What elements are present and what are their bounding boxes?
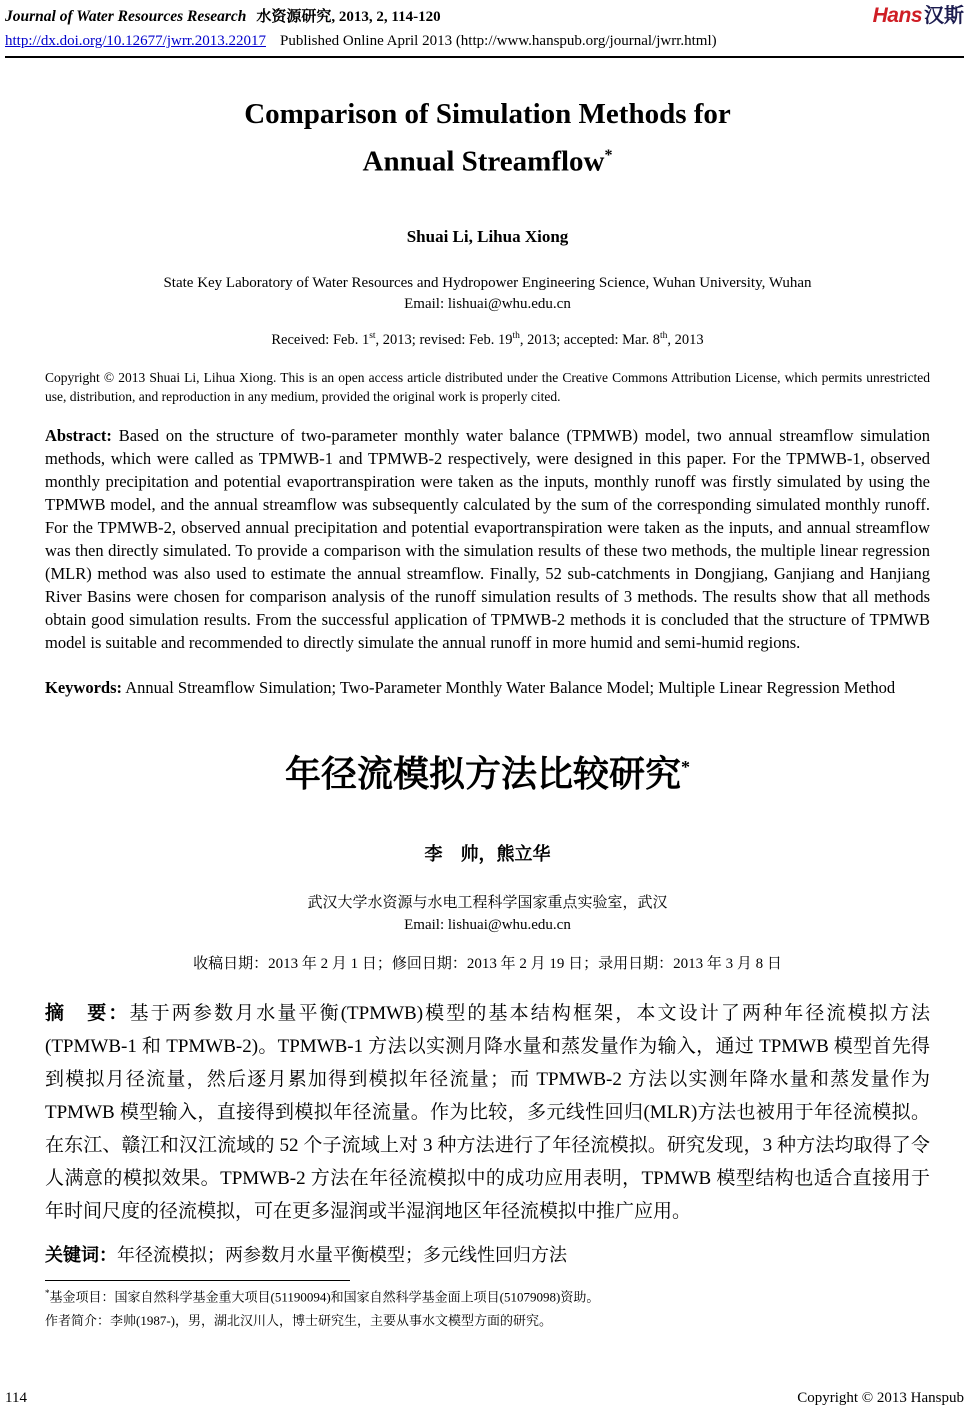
received-part-2: , 2013; accepted: Mar. 8 <box>519 331 660 348</box>
header-divider <box>5 56 964 58</box>
journal-title-line <box>5 5 441 26</box>
received-part-1: , 2013; revised: Feb. 19 <box>375 331 513 348</box>
article-title-chinese <box>45 745 930 796</box>
doi-link[interactable]: http://dx.doi.org/10.12677/jwrr.2013.22017 <box>5 33 266 49</box>
hans-logo-chinese-text: 汉斯 <box>924 5 964 27</box>
footnote-funding-text: 基金项目：国家自然科学基金重大项目(51190094)和国家自然科学基金面上项目(51079098)资助。 <box>49 1289 600 1305</box>
footnote-mark: * <box>45 1288 50 1299</box>
copyright-statement: Copyright © 2013 Shuai Li, Lihua Xiong. This is an open access article distributed under the Creative Commons Attribution License, which permits unrestricted use, distribution, and reproduction in any medium, provided the original work is properly cited. <box>45 370 930 405</box>
journal-title-chinese: 水资源研究, 2013, 2, 114-120 <box>256 9 441 25</box>
published-online-text: Published Online April 2013 (http://www.hanspub.org/journal/jwrr.html) <box>279 33 717 49</box>
abstract-label: Abstract: <box>45 426 112 446</box>
received-part-0: Received: Feb. 1 <box>271 331 370 348</box>
title-line2: Annual Streamflow <box>362 145 605 178</box>
abstract-chinese <box>45 997 930 1228</box>
article-content <box>45 94 930 1331</box>
email-english: Email: lishuai@whu.edu.cn <box>404 295 571 312</box>
received-sup-1: th <box>512 330 520 341</box>
title-line1: Comparison of Simulation Methods for <box>244 98 731 130</box>
cn-title-text: 年径流模拟方法比较研究 <box>284 754 681 795</box>
received-part-3: , 2013 <box>667 331 704 348</box>
authors-chinese: 李 帅，熊立华 <box>424 844 551 865</box>
received-sup-2: th <box>660 330 668 341</box>
keywords-english <box>45 676 930 699</box>
cn-keywords-text: 年径流模拟；两参数月水量平衡模型；多元线性回归方法 <box>117 1245 567 1266</box>
article-title-english <box>45 94 930 183</box>
abstract-english <box>45 424 930 654</box>
cn-abstract-label: 摘 要： <box>45 1003 130 1025</box>
email-chinese: Email: lishuai@whu.edu.cn <box>404 917 571 934</box>
keywords-label: Keywords: <box>45 678 122 698</box>
abstract-text: Based on the structure of two-parameter monthly water balance (TPMWB) model, two annual streamflow simulation methods, which were called as TPMWB-1 and TPMWB-2 respectively, were designed in this paper. For the TPMWB-1, observed monthly precipitation and potential evaportranspiration were taken as the inputs, monthly runoff was firstly simulated by using the TPMWB model, and the annual streamflow was subsequently calculated by the sum of the corresponding simulated monthly runoff. For the TPMWB-2, observed annual precipitation and potential evaportranspiration were taken as the inputs, and annual streamflow was then directly simulated. To provide a comparison with the simulation results of these two methods, the multiple linear regression (MLR) method was also used to estimate the annual streamflow. Finally, 52 sub-catchments in Dongjiang, Ganjiang and Hanjiang River Basins were chosen for comparison analysis of the runoff simulation results of 3 methods. The results show that all methods obtain good simulation results. From the successful application of TPMWB-2 methods it is concluded that the structure of TPMWB model is suitable and recommended to directly simulate the annual runoff in more humid and semi-humid regions. <box>45 426 930 653</box>
footnote-author-bio: 作者简介：李帅(1987-)，男，湖北汉川人，博士研究生，主要从事水文模型方面的研究。 <box>45 1312 552 1328</box>
affiliation-block-chinese <box>45 892 930 936</box>
affiliation-chinese: 武汉大学水资源与水电工程科学国家重点实验室，武汉 <box>307 895 668 912</box>
footnote-divider <box>45 1280 350 1281</box>
doi-line <box>5 33 964 50</box>
cn-title-footnote-mark: * <box>681 757 690 778</box>
affiliation-block-english <box>45 273 930 315</box>
received-sup-0: st <box>369 330 376 341</box>
keywords-chinese <box>45 1242 930 1268</box>
page-number: 114 <box>5 1390 27 1406</box>
affiliation-english: State Key Laboratory of Water Resources and Hydropower Engineering Science, Wuhan University, Wuhan <box>163 274 812 291</box>
footnote-block <box>45 1280 930 1330</box>
authors-english: Shuai Li, Lihua Xiong <box>406 226 569 246</box>
hans-logo-text: Hans <box>872 4 922 27</box>
received-dates-english <box>45 331 930 349</box>
hans-publisher-logo <box>873 5 964 29</box>
journal-header <box>0 0 970 58</box>
cn-abstract-text: 基于两参数月水量平衡(TPMWB)模型的基本结构框架，本文设计了两种年径流模拟方法(TPMWB-1 和 TPMWB-2)。TPMWB-1 方法以实测月降水量和蒸发量作为输入，通过 TPMWB 模型首先得到模拟月径流量，然后逐月累加得到模拟年径流量；而 TPMWB-2 方法以实测年降水量和蒸发量作为 TPMWB 模型输入，直接得到模拟年径流量。作为比较，多元线性回归(MLR)方法也被用于年径流模拟。在东江、赣江和汉江流域的 52 个子流域上对 3 种方法进行了年径流模拟。研究发现，3 种方法均取得了令人满意的模拟效果。TPMWB-2 方法在年径流模拟中的成功应用表明，TPMWB 模型结构也适合直接用于年时间尺度的径流模拟，可在更多湿润或半湿润地区年径流模拟中推广应用。 <box>45 1003 930 1223</box>
keywords-text: Annual Streamflow Simulation; Two-Parameter Monthly Water Balance Model; Multiple Linear Regression Method <box>125 678 896 698</box>
footer-copyright: Copyright © 2013 Hanspub <box>797 1390 964 1406</box>
title-footnote-mark: * <box>604 147 613 164</box>
cn-keywords-label: 关键词： <box>45 1245 117 1266</box>
page-footer <box>0 1390 970 1407</box>
footnote-funding <box>45 1283 930 1307</box>
submission-dates-chinese: 收稿日期：2013 年 2 月 1 日；修回日期：2013 年 2 月 19 日；录用日期：2013 年 3 月 8 日 <box>193 956 782 973</box>
journal-title-english: Journal of Water Resources Research <box>5 8 247 25</box>
